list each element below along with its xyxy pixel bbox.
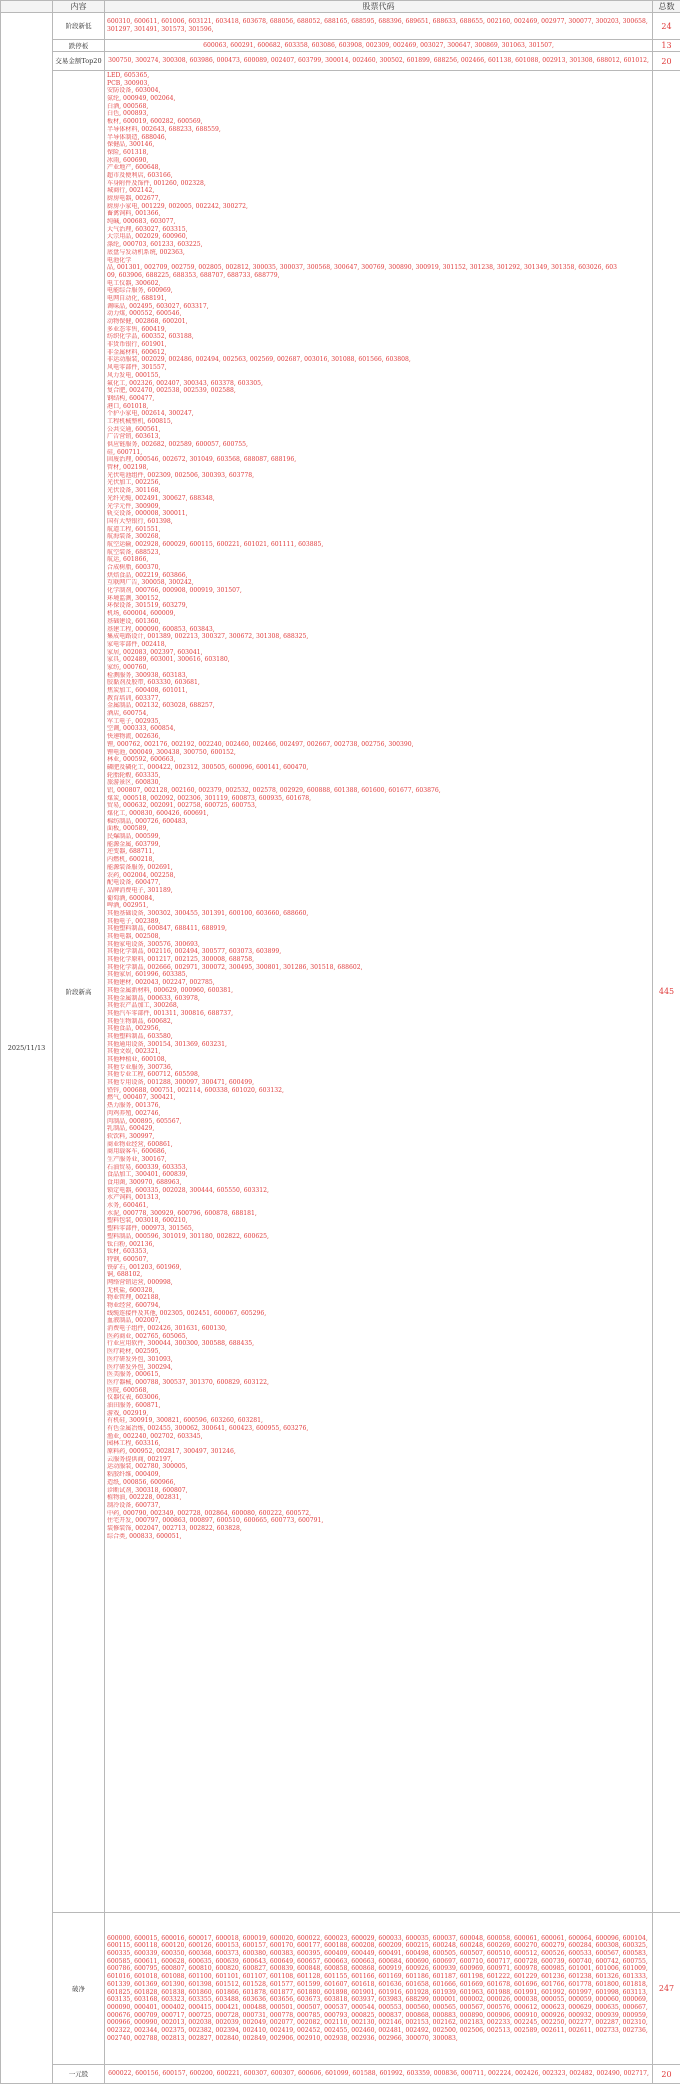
new-high-line: 磷肥及磷化工, 000422, 002312, 300505, 600096, 600141, 600470, <box>107 764 650 772</box>
new-high-line: 底盘与发动机系统, 002363, <box>107 249 650 257</box>
new-high-line: 综合类, 000833, 600051, <box>107 1533 650 1541</box>
category-limit-up: 跌停板 <box>53 40 105 52</box>
new-high-line: 旅游景区, 600830, <box>107 779 650 787</box>
new-high-line: 其他金属制品, 000633, 603978, <box>107 995 650 1003</box>
header-total: 总数 <box>653 1 680 13</box>
new-high-line: 风电零部件, 301557, <box>107 364 650 372</box>
new-high-line: 09, 603906, 688225, 688353, 688707, 688733, 688779, <box>107 272 650 280</box>
new-high-line: 其他电器, 002508, <box>107 933 650 941</box>
new-high-line: 涤纶, 000703, 601233, 603225, <box>107 241 650 249</box>
new-high-line: 非金属材料, 600612, <box>107 349 650 357</box>
new-high-line: 焦炭加工, 600408, 601011, <box>107 687 650 695</box>
table-row-limit-up <box>1 40 680 52</box>
new-high-line: 电网自动化, 688191, <box>107 295 650 303</box>
new-high-line: 其他文娱, 002321, <box>107 1048 650 1056</box>
new-high-line: 食用菌, 300970, 688963, <box>107 1179 650 1187</box>
new-high-line: 行业应用软件, 300044, 300300, 300588, 688435, <box>107 1340 650 1348</box>
header-date <box>1 1 53 13</box>
new-high-line: 面板, 000589, <box>107 825 650 833</box>
new-high-line: 环境监测, 300152, <box>107 595 650 603</box>
new-high-line: 家纺, 000760, <box>107 664 650 672</box>
new-high-line: 逆变器, 688711, <box>107 848 650 856</box>
codes-new-high <box>105 71 653 1913</box>
new-high-line: 商用载客车, 600686, <box>107 1148 650 1156</box>
table-row-broken <box>1 1913 680 2065</box>
new-high-line: 固废治理, 000546, 002672, 301049, 603568, 688087, 688196, <box>107 456 650 464</box>
new-high-line: 煤化工, 000830, 600426, 600691, <box>107 810 650 818</box>
new-high-line: 供应链服务, 002682, 002589, 600057, 600755, <box>107 441 650 449</box>
new-high-line: 医院, 600568, <box>107 1387 650 1395</box>
new-high-line: 商业物业经营, 600861, <box>107 1141 650 1149</box>
new-high-line: 白色, 000893, <box>107 110 650 118</box>
new-high-line: 氨纶, 000949, 002064, <box>107 95 650 103</box>
new-high-line: 食品加工, 300401, 600839, <box>107 1171 650 1179</box>
new-high-line: 其他种植业, 600108, <box>107 1056 650 1064</box>
new-high-line: 血液制品, 002007, <box>107 1317 650 1325</box>
new-high-line: 煤炭, 000518, 002092, 002306, 301119, 600873, 600935, 601678, <box>107 795 650 803</box>
new-high-line: 农药, 002004, 002258, <box>107 872 650 880</box>
new-high-line: 无机盐, 600328, <box>107 1287 650 1295</box>
new-high-line: 其他汽车零部件, 001311, 300816, 688737, <box>107 1010 650 1018</box>
new-high-line: 城商行, 002142, <box>107 187 650 195</box>
new-high-line: 肉鸡养殖, 002746, <box>107 1110 650 1118</box>
new-high-line: LED, 605365, <box>107 72 650 80</box>
new-high-line: 纯碱, 000683, 603077, <box>107 218 650 226</box>
new-high-line: 烘焙食品, 002219, 603866, <box>107 572 650 580</box>
new-high-line: 医美服务, 000615, <box>107 1371 650 1379</box>
new-high-line: 航空装备, 688523, <box>107 549 650 557</box>
new-high-line: 锁定电器, 600335, 002028, 300444, 605550, 603312, <box>107 1187 650 1195</box>
new-high-line: 调味品, 002495, 603027, 603317, <box>107 303 650 311</box>
new-high-line: 游戏, 002919, <box>107 1410 650 1418</box>
new-high-line: 其他塑料制品, 600847, 688411, 688919, <box>107 925 650 933</box>
new-high-line: 家具, 002489, 603001, 300616, 603180, <box>107 656 650 664</box>
new-high-line: 医疗耗材, 002595, <box>107 1348 650 1356</box>
new-high-line: 其他农产品加工, 300268, <box>107 1002 650 1010</box>
new-high-line: 啤酒, 002951, <box>107 902 650 910</box>
new-high-line: 检测服务, 300938, 603183, <box>107 672 650 680</box>
new-high-line: 基建工程, 000090, 600853, 603843, <box>107 626 650 634</box>
new-high-line: 能源装备服务, 002691, <box>107 864 650 872</box>
new-high-line: 家居, 002083, 002397, 603041, <box>107 649 650 657</box>
total-top20: 20 <box>653 52 680 71</box>
new-high-line: 园林工程, 603316, <box>107 1440 650 1448</box>
new-high-line: 有机硅, 300919, 300821, 600596, 603260, 603281, <box>107 1417 650 1425</box>
new-high-line: 原料药, 000952, 002817, 300497, 301246, <box>107 1448 650 1456</box>
new-high-line: 广告营销, 603613, <box>107 433 650 441</box>
new-high-line: 其他专业服务, 300736, <box>107 1064 650 1072</box>
new-high-line: 油田服务, 600871, <box>107 1402 650 1410</box>
new-high-line: 其他电子, 002389, <box>107 918 650 926</box>
new-high-line: 铝, 000807, 002128, 002160, 002379, 002532, 002578, 002929, 600888, 601388, 601600, 601677, 603876, <box>107 787 650 795</box>
new-high-line: 保健品, 300146, <box>107 141 650 149</box>
new-high-line: 品牌消费电子, 301189, <box>107 887 650 895</box>
new-high-line: 航海装备, 300268, <box>107 533 650 541</box>
new-high-line: 其他专用设备, 001288, 300097, 300471, 600499, <box>107 1079 650 1087</box>
new-high-line: 肉制品, 000895, 605567, <box>107 1118 650 1126</box>
new-high-line: 铁矿石, 001203, 601969, <box>107 1264 650 1272</box>
new-high-line: 电工仪器, 300602, <box>107 280 650 288</box>
new-high-line: 塑料制品, 000596, 301019, 301180, 002822, 600625, <box>107 1233 650 1241</box>
new-high-line: 棉纺制品, 000726, 600483, <box>107 818 650 826</box>
new-high-line: 复合肥, 002470, 002538, 002539, 002588, <box>107 387 650 395</box>
new-high-line: 光学元件, 300909, <box>107 503 650 511</box>
new-high-line: 管材, 002198, <box>107 464 650 472</box>
new-high-line: 葡萄酒, 600084, <box>107 895 650 903</box>
new-high-line: 个护小家电, 002614, 300247, <box>107 410 650 418</box>
new-high-line: 工程机械整机, 600815, <box>107 418 650 426</box>
new-high-line: 装修装饰, 002047, 002713, 002822, 603828, <box>107 1525 650 1533</box>
new-high-line: 配电设备, 600477, <box>107 879 650 887</box>
new-high-line: 物业管理, 002188, <box>107 1294 650 1302</box>
new-high-line: 铅锌, 000688, 000751, 002114, 600338, 601020, 603132, <box>107 1087 650 1095</box>
new-high-line: 线缆连接件及其他, 002305, 002451, 600067, 605296, <box>107 1310 650 1318</box>
new-high-line: 品, 001301, 002709, 002759, 002805, 002812, 300035, 300037, 300568, 300647, 300769, 300890, 300919, 301152, 301238, 301292, 301349, 301358, 603026, 603 <box>107 264 650 272</box>
new-high-line: 航运, 601866, <box>107 556 650 564</box>
new-high-line: 石油贸易, 600339, 603353, <box>107 1164 650 1172</box>
category-new-low: 阶段新低 <box>53 13 105 40</box>
new-high-line: 医疗器械, 000788, 300537, 301370, 600829, 603122, <box>107 1379 650 1387</box>
new-high-line: 航空运输, 002928, 600029, 600115, 600221, 601021, 601111, 603885, <box>107 541 650 549</box>
new-high-line: 车身附件及饰件, 001260, 002328, <box>107 180 650 188</box>
new-high-line: 大气治理, 603027, 603315, <box>107 226 650 234</box>
new-high-line: 仪器仪表, 603006, <box>107 1394 650 1402</box>
new-high-line: 胶黏剂及胶带, 603330, 603681, <box>107 679 650 687</box>
new-high-line: 酒店, 600754, <box>107 710 650 718</box>
new-high-line: 其他家电设备, 300576, 300693, <box>107 941 650 949</box>
new-high-line: 植物油, 002228, 002831, <box>107 1494 650 1502</box>
new-high-line: 铜, 688102, <box>107 1271 650 1279</box>
new-high-line: 其他塑料制品, 603580, <box>107 1033 650 1041</box>
category-one-yuan: 一元股 <box>53 2065 105 2084</box>
table-row-new-low <box>1 13 680 40</box>
new-high-line: 板材, 600019, 600282, 600569, <box>107 118 650 126</box>
new-high-line: 光纤光缆, 002491, 300627, 688348, <box>107 495 650 503</box>
new-high-line: 钛材, 603353, <box>107 1248 650 1256</box>
new-high-line: 非运动服装, 002029, 002486, 002494, 002563, 002569, 002687, 003016, 301088, 601566, 603808, <box>107 356 650 364</box>
new-high-line: 畜禽饲料, 001366, <box>107 210 650 218</box>
new-high-line: 白酒, 000568, <box>107 103 650 111</box>
codes-limit-up: 600063, 600291, 600682, 603358, 603086, 603908, 002309, 002469, 003027, 300647, 300869, 301063, 301507, <box>105 40 653 52</box>
new-high-line: 诊断试剂, 300318, 600807, <box>107 1487 650 1495</box>
table-row-new-high <box>1 71 680 1913</box>
new-high-line: 基础建设, 601360, <box>107 618 650 626</box>
new-high-line: 其他生物制品, 600682, <box>107 1018 650 1026</box>
new-high-line: 燃气, 000407, 300421, <box>107 1094 650 1102</box>
total-new-high: 445 <box>653 71 680 1913</box>
new-high-line: 水产饲料, 001313, <box>107 1194 650 1202</box>
new-high-line: 风力发电, 000155, <box>107 372 650 380</box>
codes-top20: 300750, 300274, 300308, 603986, 000473, 600089, 002407, 603799, 300014, 002460, 300502, 601899, 688256, 002466, 601138, 601088, 002913, 301308, 688012, 601012, <box>105 52 653 71</box>
new-high-line: 环保设备, 301519, 603279, <box>107 602 650 610</box>
new-high-line: 合成树脂, 600370, <box>107 564 650 572</box>
new-high-line: 航道工程, 601551, <box>107 526 650 534</box>
new-high-line: 快递物流, 002636, <box>107 733 650 741</box>
new-high-line: 医疗研发外包, 300294, <box>107 1364 650 1372</box>
new-high-line: 网络营销运营, 000998, <box>107 1279 650 1287</box>
new-high-line: 光伏加工, 002256, <box>107 479 650 487</box>
new-high-line: 家电零部件, 002418, <box>107 641 650 649</box>
new-high-line: 运动服装, 002780, 300005, <box>107 1463 650 1471</box>
new-high-line: 医药商业, 002765, 605065, <box>107 1333 650 1341</box>
category-top20: 交易金额Top20 <box>53 52 105 71</box>
new-high-line: 内燃机, 600218, <box>107 856 650 864</box>
new-high-line: 厨房小家电, 001229, 002005, 002242, 300272, <box>107 203 650 211</box>
header-content: 内容 <box>53 1 105 13</box>
new-high-line: 其他化学制品, 002666, 002971, 300072, 300495, 300801, 301286, 301518, 688602, <box>107 964 650 972</box>
new-high-line: 超市及便利店, 603166, <box>107 172 650 180</box>
codes-one-yuan: 600022, 600156, 600157, 600200, 600221, 600307, 600307, 600606, 601099, 601588, 601992, 603359, 000836, 000711, 002224, 002426, 002323, 002482, 002490, 002717, <box>105 2065 653 2084</box>
new-high-line: 水务, 600461, <box>107 1202 650 1210</box>
total-one-yuan: 20 <box>653 2065 680 2084</box>
new-high-line: 民爆制品, 000599, <box>107 833 650 841</box>
new-high-line: 塑料零部件, 000973, 301565, <box>107 1225 650 1233</box>
total-broken: 247 <box>653 1913 680 2065</box>
total-limit-up: 13 <box>653 40 680 52</box>
new-high-line: 锂电池, 000049, 300438, 300750, 600152, <box>107 749 650 757</box>
new-high-line: 乳制品, 600429, <box>107 1125 650 1133</box>
new-high-line: 产业地产, 600648, <box>107 164 650 172</box>
new-high-line: 机场, 600004, 600009, <box>107 610 650 618</box>
new-high-line: 安防设备, 603004, <box>107 87 650 95</box>
new-high-line: 贸易, 000632, 002091, 002758, 600725, 600753, <box>107 802 650 810</box>
new-high-line: 造纸, 000856, 600966, <box>107 1479 650 1487</box>
new-high-line: 氟化工, 002326, 002407, 300343, 603378, 603305, <box>107 380 650 388</box>
new-high-line: 能源金属, 603799, <box>107 841 650 849</box>
new-high-line: 金属制品, 002132, 603028, 688257, <box>107 702 650 710</box>
new-high-line: 港口, 601018, <box>107 403 650 411</box>
new-high-line: 有色金属冶炼, 002455, 300062, 300641, 600423, 600955, 603276, <box>107 1425 650 1433</box>
new-high-line: 保险, 601318, <box>107 149 650 157</box>
new-high-line: 消费电子组件, 002426, 301631, 600130, <box>107 1325 650 1333</box>
new-high-line: 钢结构, 600477, <box>107 395 650 403</box>
total-new-low: 24 <box>653 13 680 40</box>
category-new-high: 阶段新高 <box>53 71 105 1913</box>
new-high-line: 特钢, 600507, <box>107 1256 650 1264</box>
new-high-line: 软饮料, 300997, <box>107 1133 650 1141</box>
new-high-line: 其他金属新材料, 000629, 000960, 600381, <box>107 987 650 995</box>
table-header-row <box>1 1 680 13</box>
new-high-line: 光伏电池组件, 002309, 002506, 300393, 603778, <box>107 472 650 480</box>
new-high-line: 厨房电器, 002677, <box>107 195 650 203</box>
new-high-line: 制冷设备, 600737, <box>107 1502 650 1510</box>
new-high-line: 物业经营, 600794, <box>107 1302 650 1310</box>
new-high-line: 林业, 000592, 600663, <box>107 756 650 764</box>
new-high-line: 其他家居, 601996, 603385, <box>107 971 650 979</box>
new-high-line: 渔业, 002240, 002702, 603345, <box>107 1433 650 1441</box>
new-high-line: 动物保健, 002868, 600201, <box>107 318 650 326</box>
new-high-line: 互联网广告, 300058, 300242, <box>107 579 650 587</box>
new-high-line: 塑料包装, 003018, 600210, <box>107 1217 650 1225</box>
new-high-line: 非货币银行, 601901, <box>107 341 650 349</box>
new-high-line: 云服务提供商, 002197, <box>107 1456 650 1464</box>
new-high-line: 轨交设备, 000008, 300011, <box>107 510 650 518</box>
new-high-line: 其他食品, 002956, <box>107 1025 650 1033</box>
new-high-line: 热力服务, 001376, <box>107 1102 650 1110</box>
new-high-line: 国有大型银行, 601398, <box>107 518 650 526</box>
new-high-line: 半导体制造, 688046, <box>107 134 650 142</box>
new-high-line: 纺织化学品, 600352, 603188, <box>107 333 650 341</box>
header-codes: 股票代码 <box>105 1 653 13</box>
new-high-line: 半导体材料, 002643, 688233, 688559, <box>107 126 650 134</box>
new-high-line: 其他化学制品, 002116, 002494, 300577, 603073, 603899, <box>107 948 650 956</box>
category-broken: 破净 <box>53 1913 105 2065</box>
new-high-line: 多业态零售, 600419, <box>107 326 650 334</box>
new-high-line: 集成电路设计, 001389, 002213, 300327, 300672, 301308, 688325, <box>107 633 650 641</box>
new-high-line: 住宅开发, 000797, 000863, 000897, 600510, 600665, 600773, 600791, <box>107 1517 650 1525</box>
new-high-line: 其他建材, 002043, 002247, 002785, <box>107 979 650 987</box>
new-high-line: 水泥, 000778, 300929, 600796, 600878, 688181, <box>107 1210 650 1218</box>
new-high-line: 其他化学原料, 001217, 002125, 300008, 688758, <box>107 956 650 964</box>
new-high-line: 生产服务业, 300167, <box>107 1156 650 1164</box>
new-high-line: 轮胎轮毂, 603335, <box>107 772 650 780</box>
new-high-line: 大宗用品, 002029, 600960, <box>107 233 650 241</box>
new-high-line: 其他专业工程, 600712, 605598, <box>107 1071 650 1079</box>
new-high-line: 锂, 000762, 002176, 002192, 002240, 002460, 002466, 002497, 002667, 002738, 002756, 300390, <box>107 741 650 749</box>
new-high-line: 电池化学 <box>107 257 650 265</box>
new-high-line: 动力煤, 000552, 600546, <box>107 310 650 318</box>
table-row-top20 <box>1 52 680 71</box>
date-cell: 2025/11/13 <box>1 13 53 2084</box>
new-high-line: 教育培训, 603377, <box>107 695 650 703</box>
new-high-line: PCB, 300903, <box>107 80 650 88</box>
new-high-line: 其他通用设备, 300154, 301369, 603231, <box>107 1041 650 1049</box>
new-high-line: 硅, 600711, <box>107 449 650 457</box>
new-high-line: 其他基础设备, 300302, 300455, 301391, 600100, 603660, 688660, <box>107 910 650 918</box>
new-high-line: 医疗研发外包, 301093, <box>107 1356 650 1364</box>
new-high-line: 钛白粉, 002136, <box>107 1241 650 1249</box>
codes-broken: 600000, 600015, 600016, 600017, 600018, 600019, 600020, 600022, 600023, 600029, 600033, 600035, 600037, 600048, 600058, 600061, 600061, 600064, 600096, 600104, 600115, 600118, 600120, 600126, 600153, 600157, 600170, 600177, 600188, 600208, 600209, 600215, 600248, 600248, 600269, 600270, 600279, 600284, 600308, 600325, 600335, 600339, 600350, 600368, 600373, 600380, 600383, 600395, 600409, 600449, 600491, 600498, 600505, 600507, 600510, 600512, 600526, 600533, 600567, 600583, 600585, 600611, 600628, 600635, 600639, 600643, 600649, 600657, 600663, 600663, 600684, 600690, 600697, 600710, 600717, 600728, 600739, 600740, 600742, 600755, 600786, 600795, 600807, 600810, 600820, 600827, 600839, 600848, 600858, 600868, 600919, 600926, 600939, 600969, 600971, 600978, 600985, 601001, 601006, 601009, 601016, 601018, 601088, 601100, 601101, 601107, 601108, 601128, 601155, 601166, 601169, 601186, 601187, 601198, 601222, 601229, 601236, 601238, 601326, 601333, 601339, 601369, 601390, 601398, 601512, 601528, 601577, 601599, 601607, 601618, 601636, 601658, 601666, 601669, 601678, 601696, 601766, 601778, 601800, 601818, 601825, 601828, 601838, 601860, 601866, 601878, 601877, 601880, 601898, 601901, 601916, 601928, 601939, 601963, 601988, 601991, 601992, 601997, 601998, 603113, 603135, 603168, 603323, 603355, 603488, 603636, 603656, 603673, 603818, 603937, 603983, 688299, 000001, 000002, 000026, 000038, 000055, 000059, 000060, 000069, 000090, 000401, 000402, 000415, 000421, 000488, 000501, 000507, 000537, 000544, 000553, 000560, 000565, 000567, 000576, 000612, 000623, 000629, 000635, 000667, 000676, 000709, 000717, 000725, 000728, 000731, 000778, 000785, 000793, 000825, 000837, 000868, 000883, 000890, 000906, 000910, 000926, 000932, 000939, 000959, 000966, 000990, 002013, 002038, 002039, 002049, 002077, 002082, 002110, 002130, 002146, 002153, 002162, 002183, 002233, 002245, 002250, 002277, 002287, 002310, 002322, 002344, 002375, 002382, 002394, 002410, 002419, 002452, 002455, 002460, 002481, 002492, 002500, 002506, 002513, 002589, 002611, 002611, 002733, 002736, 002740, 002788, 002813, 002827, 002840, 002849, 002906, 002910, 002938, 002936, 002966, 300070, 300083, <box>105 1913 653 2065</box>
new-high-line: 公共交通, 600561, <box>107 426 650 434</box>
new-high-line: 冰雨, 600690, <box>107 157 650 165</box>
new-high-line: 化学制剂, 000766, 000908, 000919, 301507, <box>107 587 650 595</box>
new-high-line: 电能综合服务, 600969, <box>107 287 650 295</box>
new-high-line: 粘胶纤维, 000409, <box>107 1471 650 1479</box>
new-high-line: 军工电子, 002935, <box>107 718 650 726</box>
new-high-line: 光伏设备, 301168, <box>107 487 650 495</box>
new-high-line: 中药, 000790, 002349, 002728, 002864, 600080, 600222, 600572, <box>107 1510 650 1518</box>
codes-new-low: 600310, 600611, 601006, 603121, 603418, 603678, 688056, 688052, 688165, 688595, 688396, 689651, 688633, 688655, 002160, 002469, 002977, 300077, 300203, 300658, 301297, 301491, 301573, 301596, <box>105 13 653 40</box>
table-row-one-yuan <box>1 2065 680 2084</box>
new-high-line: 空调, 000333, 600854, <box>107 725 650 733</box>
